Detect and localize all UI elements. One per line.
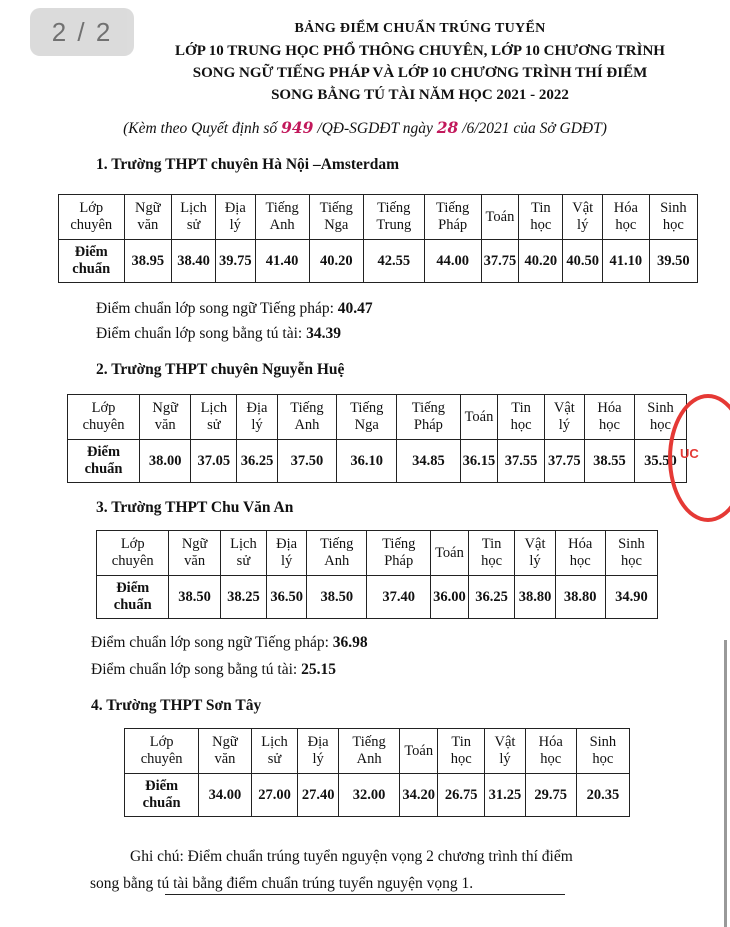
score-cell: 38.80 [515,576,555,619]
subject-header-cell: Địa lý [298,729,338,774]
section-3-score-table [96,530,658,619]
subject-header-cell: Toán [431,531,469,576]
scrollbar-indicator[interactable] [724,640,727,927]
row-header-label: Lớp chuyên [125,729,199,774]
decision-prefix: (Kèm theo Quyết định số [123,120,282,137]
subject-header-cell: Lịch sử [220,531,266,576]
score-cell: 36.25 [237,440,277,483]
score-cell: 36.10 [337,440,397,483]
subject-header-cell: Tiếng Nga [337,395,397,440]
subject-header-cell: Tin học [438,729,485,774]
note-value: 40.47 [337,300,373,317]
decision-reference [0,118,730,138]
subject-header-row [68,395,687,440]
decision-number: 949 [281,118,314,137]
score-cell: 36.50 [267,576,307,619]
score-cell: 37.55 [498,440,545,483]
subject-header-cell: Địa lý [267,531,307,576]
subject-header-cell: Vật lý [515,531,555,576]
score-cell: 34.00 [199,774,251,817]
subject-header-cell: Ngữ văn [140,395,191,440]
score-cell: 27.40 [298,774,338,817]
score-cell: 42.55 [363,240,424,283]
footer-line-1: Ghi chú: Điểm chuẩn trúng tuyển nguyện vọng 2 chương trình thí điểm [130,848,573,865]
subject-header-cell: Ngữ văn [169,531,220,576]
stamp-text: UC [680,446,699,461]
section-1-score-table [58,194,698,283]
score-row [125,774,630,817]
score-cell: 26.75 [438,774,485,817]
page-indicator-badge: 2 / 2 [30,8,134,56]
score-cell: 37.75 [544,440,584,483]
subject-header-cell: Lịch sử [251,729,298,774]
note-label: Điểm chuẩn lớp song ngữ Tiếng pháp: [91,634,333,651]
score-cell: 41.10 [602,240,649,283]
section-2-score-table [67,394,687,483]
score-cell: 38.50 [307,576,367,619]
score-cell: 34.85 [397,440,461,483]
score-cell: 37.05 [191,440,237,483]
score-cell: 20.35 [576,774,629,817]
subject-header-cell: Vật lý [485,729,525,774]
row-header-label: Lớp chuyên [97,531,169,576]
note-label: Điểm chuẩn lớp song ngữ Tiếng pháp: [96,300,338,317]
section-1-note-2 [96,325,341,343]
subject-header-cell: Ngữ văn [124,195,172,240]
subject-header-cell: Sinh học [605,531,657,576]
score-cell: 34.20 [400,774,438,817]
subject-header-cell: Lịch sử [172,195,216,240]
score-cell: 40.20 [519,240,563,283]
subject-header-cell: Tin học [498,395,545,440]
subject-header-cell: Tiếng Anh [255,195,309,240]
subject-header-cell: Sinh học [634,395,686,440]
subject-header-cell: Tiếng Pháp [424,195,481,240]
closing-rule [165,894,565,895]
subject-header-row [125,729,630,774]
score-cell: 36.15 [460,440,498,483]
subject-header-cell: Lịch sử [191,395,237,440]
subject-header-cell: Toán [460,395,498,440]
section-3-note-1 [91,634,368,652]
score-cell: 38.25 [220,576,266,619]
row-header-label: Lớp chuyên [59,195,125,240]
section-2-title: 2. Trường THPT chuyên Nguyễn Huệ [96,361,345,378]
score-cell: 27.00 [251,774,298,817]
subject-header-cell: Tin học [468,531,515,576]
section-3-note-2 [91,661,336,679]
score-cell: 29.75 [525,774,576,817]
score-cell: 40.20 [309,240,363,283]
row-header-label: Lớp chuyên [68,395,140,440]
subject-header-row [97,531,658,576]
header-title: BẢNG ĐIỂM CHUẨN TRÚNG TUYỂN [294,21,546,36]
decision-day: 28 [436,118,459,137]
header-line-2: LỚP 10 TRUNG HỌC PHỔ THÔNG CHUYÊN, LỚP 10 CHƯƠNG TRÌNH [175,43,665,59]
subject-header-cell: Tiếng Anh [338,729,400,774]
score-cell: 38.00 [140,440,191,483]
subject-header-cell: Sinh học [576,729,629,774]
subject-header-cell: Tiếng Anh [307,531,367,576]
score-cell: 38.40 [172,240,216,283]
score-cell: 39.50 [649,240,697,283]
score-cell: 44.00 [424,240,481,283]
score-cell: 37.40 [367,576,431,619]
subject-header-cell: Vật lý [544,395,584,440]
score-cell: 38.55 [584,440,634,483]
section-1-note-1 [96,300,373,318]
subject-header-row [59,195,698,240]
row-values-label: Điểm chuẩn [125,774,199,817]
decision-suffix: /6/2021 của Sở GDĐT) [458,120,607,137]
subject-header-cell: Tiếng Trung [363,195,424,240]
subject-header-cell: Tiếng Pháp [367,531,431,576]
score-cell: 37.50 [277,440,337,483]
subject-header-cell: Tiếng Nga [309,195,363,240]
note-label: Điểm chuẩn lớp song bằng tú tài: [96,325,307,342]
row-values-label: Điểm chuẩn [68,440,140,483]
section-1-title: 1. Trường THPT chuyên Hà Nội –Amsterdam [96,156,400,173]
subject-header-cell: Sinh học [649,195,697,240]
subject-header-cell: Hóa học [602,195,649,240]
subject-header-cell: Toán [400,729,438,774]
subject-header-cell: Toán [481,195,519,240]
footer-line-2: song bằng tú tài bằng điểm chuẩn trúng tuyển nguyện vọng 1. [90,875,474,892]
score-cell: 40.50 [563,240,602,283]
score-cell: 35.50 [634,440,686,483]
score-cell: 38.95 [124,240,172,283]
score-row [68,440,687,483]
note-label: Điểm chuẩn lớp song bằng tú tài: [91,661,302,678]
score-cell: 38.80 [555,576,605,619]
subject-header-cell: Hóa học [584,395,634,440]
section-4-title: 4. Trường THPT Sơn Tây [91,697,262,714]
section-3-title: 3. Trường THPT Chu Văn An [96,499,294,516]
subject-header-cell: Tiếng Pháp [397,395,461,440]
score-cell: 36.25 [468,576,515,619]
score-cell: 38.50 [169,576,220,619]
header-line-3: SONG NGỮ TIẾNG PHÁP VÀ LỚP 10 CHƯƠNG TRÌNH THÍ ĐIỂM [192,65,648,81]
subject-header-cell: Địa lý [237,395,277,440]
note-value: 34.39 [306,325,341,342]
decision-mid: /QĐ-SGDĐT ngày [313,120,437,137]
score-cell: 36.00 [431,576,469,619]
note-value: 36.98 [332,634,368,651]
row-values-label: Điểm chuẩn [59,240,125,283]
subject-header-cell: Ngữ văn [199,729,251,774]
subject-header-cell: Hóa học [525,729,576,774]
score-cell: 31.25 [485,774,525,817]
header-line-4: SONG BẰNG TÚ TÀI NĂM HỌC 2021 - 2022 [271,87,569,103]
score-row [97,576,658,619]
score-cell: 32.00 [338,774,400,817]
score-cell: 37.75 [481,240,519,283]
score-cell: 34.90 [605,576,657,619]
score-cell: 41.40 [255,240,309,283]
subject-header-cell: Hóa học [555,531,605,576]
subject-header-cell: Địa lý [216,195,255,240]
subject-header-cell: Vật lý [563,195,602,240]
section-4-score-table [124,728,630,817]
subject-header-cell: Tin học [519,195,563,240]
row-values-label: Điểm chuẩn [97,576,169,619]
footer-note [90,843,690,897]
score-cell: 39.75 [216,240,255,283]
note-value: 25.15 [301,661,336,678]
score-row [59,240,698,283]
subject-header-cell: Tiếng Anh [277,395,337,440]
